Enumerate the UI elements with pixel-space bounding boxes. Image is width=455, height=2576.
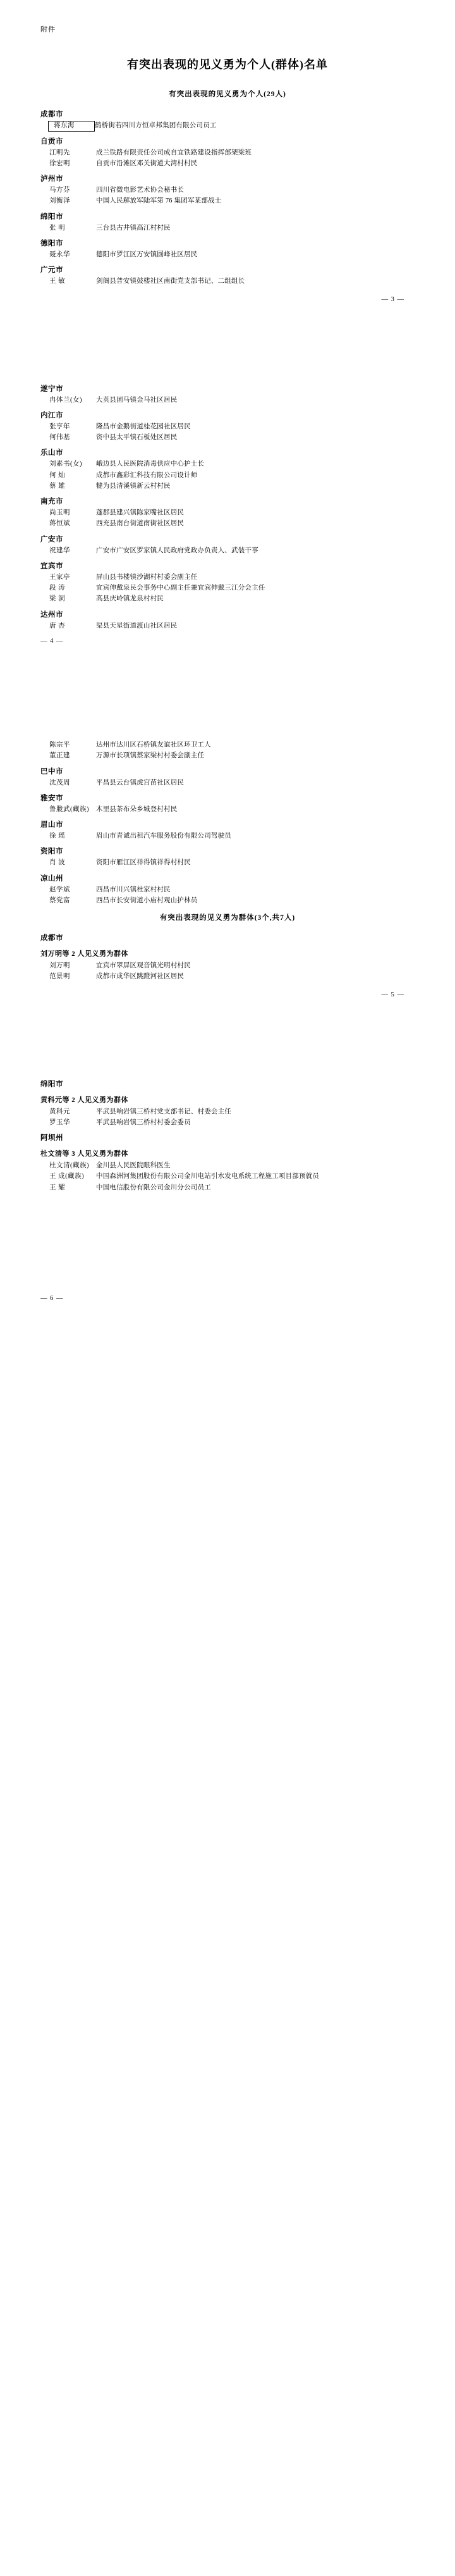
person-description: 剑阁县普安镇鼓楼社区南街党支部书记、二组组长 bbox=[96, 278, 245, 285]
person-name: 何伟基 bbox=[49, 434, 70, 442]
list-item bbox=[40, 433, 415, 443]
list-item bbox=[40, 1172, 415, 1182]
list-item bbox=[40, 481, 415, 492]
person-description: 木里县茶布朵乡城登村村民 bbox=[96, 805, 178, 813]
list-item bbox=[40, 471, 415, 481]
section-heading-groups: 有突出表现的见义勇为群体(3个,共7人) bbox=[159, 914, 296, 922]
person-name: 何 灿 bbox=[49, 471, 66, 479]
person-description: 鹤桥街若四川方恒卓邦集团有限公司员工 bbox=[95, 122, 217, 129]
person-description: 平昌县云台镇虎宫苗社区居民 bbox=[96, 779, 185, 786]
list-item bbox=[40, 594, 415, 604]
city-heading: 达州市 bbox=[40, 610, 63, 619]
city-heading: 成都市 bbox=[40, 111, 63, 118]
person-description: 中国电信股份有限公司金川分公司员工 bbox=[96, 1184, 211, 1191]
city-heading: 广安市 bbox=[40, 535, 63, 543]
page-4 bbox=[0, 383, 455, 740]
person-description: 屏山县书楼镇沙湖村村委会副主任 bbox=[96, 573, 198, 581]
page-5 bbox=[0, 740, 455, 1074]
person-description: 眉山市青诚出租汽车服务股份有限公司驾驶员 bbox=[96, 833, 231, 840]
person-name: 唐 杏 bbox=[49, 622, 66, 629]
person-description: 犍为县清溪镇新云村村民 bbox=[96, 482, 171, 490]
list-item bbox=[40, 148, 415, 158]
list-item bbox=[40, 276, 415, 287]
person-name: 范景明 bbox=[49, 973, 70, 981]
person-description: 西充县南台街道南街社区居民 bbox=[96, 520, 185, 528]
city-heading: 内江市 bbox=[40, 411, 63, 419]
person-description: 大英县团马镇金马社区居民 bbox=[96, 396, 178, 404]
list-item bbox=[40, 831, 415, 841]
person-name: 徐宏明 bbox=[49, 159, 70, 167]
person-name: 蒋东海 bbox=[48, 121, 95, 132]
list-item bbox=[40, 196, 415, 206]
list-item bbox=[40, 740, 415, 750]
person-name: 马方芬 bbox=[49, 187, 70, 194]
person-description: 西昌市川兴镇杜家村村民 bbox=[96, 886, 171, 893]
list-item bbox=[40, 508, 415, 518]
person-name: 刘万明 bbox=[49, 962, 70, 970]
person-description: 宜宾伸戴泉民会事务中心副主任兼宜宾伸戴三江分会主任 bbox=[96, 585, 265, 592]
person-description: 隆昌市金鹅街道桂花园社区居民 bbox=[96, 423, 191, 430]
person-name: 董正建 bbox=[49, 752, 70, 760]
person-description: 蓬郡县建兴镇陈家嘴社区居民 bbox=[96, 509, 185, 517]
group-heading: 刘万明等 2 人见义勇为群体 bbox=[40, 950, 128, 958]
list-item bbox=[40, 459, 415, 469]
person-description: 达州市达川区石桥镇友谊社区环卫工人 bbox=[96, 741, 211, 748]
list-item bbox=[40, 896, 415, 906]
person-description: 资中县太平镇石板处区居民 bbox=[96, 434, 178, 442]
person-name: 赵学斌 bbox=[49, 886, 70, 893]
list-item bbox=[40, 159, 415, 169]
page-title: 有突出表现的见义勇为个人(群体)名单 bbox=[127, 58, 328, 71]
person-name: 徐 瑶 bbox=[49, 833, 66, 840]
person-name: 肖 波 bbox=[49, 859, 66, 867]
person-name: 黄科元 bbox=[49, 1108, 70, 1115]
list-item bbox=[40, 858, 415, 868]
person-name: 尚玉明 bbox=[49, 509, 70, 517]
person-name: 王 成(藏族) bbox=[49, 1173, 85, 1180]
list-item bbox=[40, 885, 415, 895]
list-item bbox=[40, 583, 415, 593]
city-heading: 雅安市 bbox=[40, 794, 63, 802]
list-item bbox=[40, 1183, 415, 1193]
person-name: 罗玉华 bbox=[49, 1118, 70, 1126]
list-item bbox=[40, 1161, 415, 1171]
list-item bbox=[40, 972, 415, 982]
person-name: 蒋恒斌 bbox=[49, 520, 70, 528]
person-name: 冉体兰(女) bbox=[49, 396, 82, 404]
list-item bbox=[40, 250, 415, 260]
list-item bbox=[40, 395, 415, 406]
list-item bbox=[40, 573, 415, 583]
city-heading: 资阳市 bbox=[40, 848, 63, 856]
person-description: 中国人民解放军陆军第 76 集团军某部战士 bbox=[96, 197, 222, 205]
person-description: 平武县响岩镇三桥村党支部书记、村委会主任 bbox=[96, 1108, 231, 1115]
person-name: 聂永华 bbox=[49, 251, 70, 259]
list-item bbox=[40, 519, 415, 529]
list-item bbox=[40, 1107, 415, 1117]
person-name: 江明先 bbox=[49, 149, 70, 156]
person-description: 渠县天星街道渡山社区居民 bbox=[96, 622, 178, 629]
list-item bbox=[40, 1118, 415, 1128]
list-item bbox=[40, 961, 415, 971]
person-name: 王家亭 bbox=[49, 573, 70, 581]
city-heading: 巴中市 bbox=[40, 767, 63, 776]
person-name: 刘素书(女) bbox=[49, 461, 82, 468]
person-name: 王 敏 bbox=[49, 278, 66, 285]
person-description: 西昌市长安街道小庙村观山护林员 bbox=[96, 896, 198, 904]
person-name: 蔡党富 bbox=[49, 896, 70, 904]
group-heading: 黄科元等 2 人见义勇为群体 bbox=[40, 1096, 128, 1104]
person-name: 杜文清(藏族) bbox=[49, 1162, 89, 1170]
person-description: 成都市鑫彩汇科技有限公司设计师 bbox=[96, 471, 198, 479]
city-heading: 广元市 bbox=[40, 266, 63, 275]
page-number: — 5 — bbox=[381, 991, 404, 998]
person-description: 成都市成华区跳蹬河社区居民 bbox=[96, 973, 185, 981]
page-number: — 3 — bbox=[381, 295, 404, 303]
person-description: 四川省微电影艺术协会秘书长 bbox=[96, 187, 185, 194]
person-name: 段 涛 bbox=[49, 585, 66, 592]
person-name: 张亨年 bbox=[49, 423, 70, 430]
group-heading: 杜文清等 3 人见义勇为群体 bbox=[40, 1150, 128, 1158]
list-item bbox=[40, 422, 415, 432]
person-name: 沈茂周 bbox=[49, 779, 70, 786]
person-name: 陈宗平 bbox=[49, 741, 70, 748]
person-description: 峨边县人民医院消毒供应中心护士长 bbox=[96, 461, 205, 468]
person-description: 三台县古井镇高江村村民 bbox=[96, 224, 171, 232]
person-description: 宜宾市翠屏区观音镇光明村村民 bbox=[96, 962, 191, 970]
person-description: 高县庆岭镇龙泉村村民 bbox=[96, 595, 164, 603]
city-heading: 阿坝州 bbox=[40, 1134, 63, 1142]
page-6 bbox=[0, 1079, 455, 1327]
list-item bbox=[40, 621, 415, 631]
page-number: — 4 — bbox=[40, 638, 64, 645]
person-name: 梁 洞 bbox=[49, 595, 66, 603]
list-item bbox=[40, 185, 415, 195]
city-heading: 绵阳市 bbox=[40, 1080, 63, 1088]
list-item bbox=[40, 751, 415, 761]
list-item bbox=[40, 546, 415, 556]
city-heading: 眉山市 bbox=[40, 821, 63, 829]
person-name: 王 耀 bbox=[49, 1184, 66, 1191]
city-heading: 自贡市 bbox=[40, 137, 63, 146]
city-heading: 绵阳市 bbox=[40, 213, 63, 221]
person-description: 中国森洲河集团股份有限公司金川电站引水发电系统工程施工项目部预就员 bbox=[96, 1173, 320, 1180]
city-heading: 宜宾市 bbox=[40, 562, 63, 570]
list-item bbox=[40, 223, 415, 233]
city-heading: 凉山州 bbox=[40, 874, 63, 882]
person-name: 刘衡泽 bbox=[49, 197, 70, 205]
person-description: 平武县响岩镇三桥村村委会委员 bbox=[96, 1118, 191, 1126]
person-description: 广安市广安区罗家镇人民政府党政办负责人、武装干事 bbox=[96, 547, 258, 554]
city-heading: 泸州市 bbox=[40, 175, 63, 183]
person-description: 金川县人民医院眼科医生 bbox=[96, 1162, 171, 1170]
city-heading: 南充市 bbox=[40, 498, 63, 506]
person-name: 祝建华 bbox=[49, 547, 70, 554]
person-description: 资阳市雁江区祥得镇祥得村村民 bbox=[96, 859, 191, 867]
person-description: 万源市长项镇蔡家梁村村委会副主任 bbox=[96, 752, 205, 760]
page-3 bbox=[0, 0, 455, 379]
section-heading-individuals: 有突出表现的见义勇为个人(29人) bbox=[169, 90, 286, 98]
city-heading: 遂宁市 bbox=[40, 385, 63, 393]
person-description: 自贡市沿滩区邓关街道大湾村村民 bbox=[96, 159, 198, 167]
list-item bbox=[40, 121, 415, 132]
city-heading: 成都市 bbox=[40, 934, 63, 943]
list-item bbox=[40, 805, 415, 815]
person-description: 成兰铁路有限责任公司成自宜铁路建设指挥部架梁班 bbox=[96, 149, 252, 156]
page-number: — 6 — bbox=[40, 1294, 64, 1302]
list-item bbox=[40, 778, 415, 788]
person-name: 鲁胧武(藏族) bbox=[49, 805, 89, 813]
person-name: 张 明 bbox=[49, 224, 66, 232]
person-description: 德阳市罗江区万安镇圆峰社区居民 bbox=[96, 251, 198, 259]
person-name: 蔡 雄 bbox=[49, 482, 66, 490]
city-heading: 德阳市 bbox=[40, 240, 63, 248]
city-heading: 乐山市 bbox=[40, 449, 63, 457]
attachment-label: 附件 bbox=[40, 26, 56, 34]
